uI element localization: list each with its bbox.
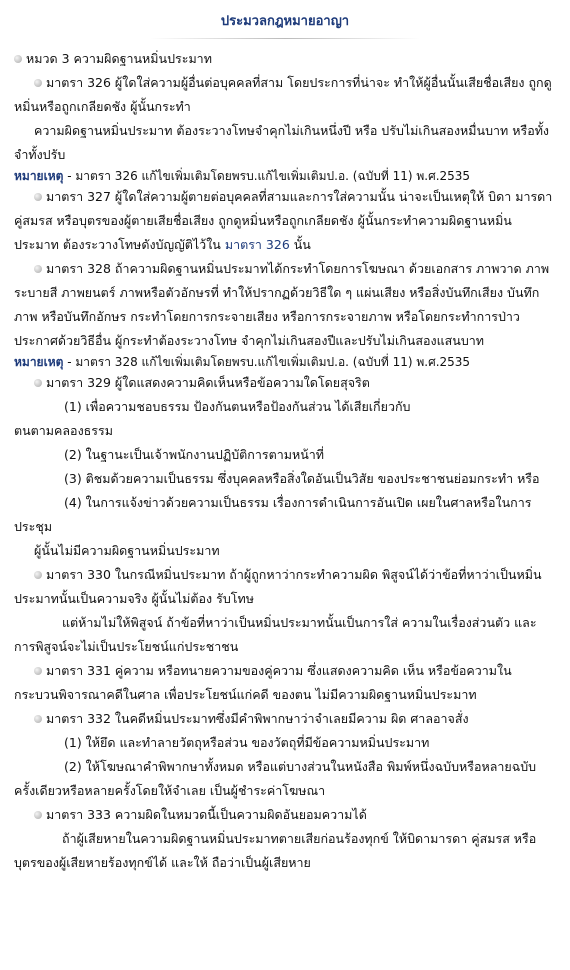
law-content xyxy=(0,39,570,875)
section-329-item-1-cont: ตนตามคลองธรรม xyxy=(14,423,113,438)
note-label: หมายเหตุ xyxy=(14,355,64,369)
section-329-item-4: (4) ในการแจ้งข่าวด้วยความเป็นธรรม เรื่องการดำเนินการอันเปิด เผยในศาลหรือในการ xyxy=(64,495,532,510)
section-330-proviso: แต่ห้ามไม่ให้พิสูจน์ ถ้าข้อที่หาว่าเป็นหมิ่นประมาทนั้นเป็นการใส่ ความในเรื่องส่วนตัว และการพิสูจน์จะไม่เป็นประโยชน์แก่ประชาชน xyxy=(14,615,537,654)
section-330-text: มาตรา 330 ในกรณีหมิ่นประมาท ถ้าผู้ถูกหาว่ากระทำความผิด พิสูจน์ได้ว่าข้อที่หาว่าเป็นหมิ่น ประมาทนั้นเป็นความจริง ผู้นั้นไม่ต้อง รับโทษ xyxy=(14,567,542,606)
section-326 xyxy=(14,71,556,119)
section-332-item-2: (2) ให้โฆษณาคำพิพากษาทั้งหมด หรือแต่บางส่วนในหนังสือ พิมพ์หนึ่งฉบับหรือหลายฉบับ ครั้งเดียวหรือหลายครั้งโดยให้จำเลย เป็นผู้ชำระค่าโฆษณา xyxy=(14,759,537,798)
grey-bullet-icon xyxy=(34,79,42,87)
grey-bullet-icon xyxy=(34,811,42,819)
note-328 xyxy=(14,353,556,371)
section-331 xyxy=(14,659,556,707)
section-328 xyxy=(14,257,556,353)
section-326-penalty: ความผิดฐานหมิ่นประมาท ต้องระวางโทษจำคุกไม่เกินหนึ่งปี หรือ ปรับไม่เกินสองหมื่นบาท หรือทั้งจำทั้งปรับ xyxy=(14,123,550,162)
section-329-item-1: (1) เพื่อความชอบธรรม ป้องกันตนหรือป้องกันส่วน ได้เสียเกี่ยวกับ xyxy=(64,399,411,414)
section-333 xyxy=(14,803,556,827)
grey-bullet-icon xyxy=(34,379,42,387)
section-333-intro: มาตรา 333 ความผิดในหมวดนี้เป็นความผิดอันยอมความได้ xyxy=(46,807,367,822)
section-330 xyxy=(14,563,556,611)
section-329-intro: มาตรา 329 ผู้ใดแสดงความคิดเห็นหรือข้อความใดโดยสุจริต xyxy=(46,375,370,390)
section-332-intro: มาตรา 332 ในคดีหมิ่นประมาทซึ่งมีคำพิพากษาว่าจำเลยมีความ ผิด ศาลอาจสั่ง xyxy=(46,711,469,726)
grey-bullet-icon xyxy=(34,571,42,579)
grey-bullet-icon xyxy=(34,193,42,201)
section-331-text: มาตรา 331 คู่ความ หรือทนายความของคู่ความ ซึ่งแสดงความคิด เห็น หรือข้อความในกระบวนพิจารณาคดีในศาล เพื่อประโยชน์แก่คดี ของตน ไม่มีความผิดฐานหมิ่นประมาท xyxy=(14,663,512,702)
note-label: หมายเหตุ xyxy=(14,169,64,183)
grey-bullet-icon xyxy=(34,715,42,723)
grey-bullet-icon xyxy=(34,265,42,273)
chapter-text: หมวด 3 ความผิดฐานหมิ่นประมาท xyxy=(26,51,212,66)
section-327 xyxy=(14,185,556,257)
note-text: - มาตรา 326 แก้ไขเพิ่มเติมโดยพรบ.แก้ไขเพิ่มเติมป.อ. (ฉบับที่ 11) พ.ศ.2535 xyxy=(63,169,471,183)
section-329-conclusion: ผู้นั้นไม่มีความผิดฐานหมิ่นประมาท xyxy=(34,543,220,558)
section-332 xyxy=(14,707,556,731)
grey-bullet-icon xyxy=(14,55,22,63)
section-327-end: นั้น xyxy=(289,237,311,252)
section-329-item-4-cont: ประชุม xyxy=(14,519,53,534)
section-329-item-3: (3) ติชมด้วยความเป็นธรรม ซึ่งบุคคลหรือสิ่งใดอันเป็นวิสัย ของประชาชนย่อมกระทำ หรือ xyxy=(64,471,540,486)
section-326-text: มาตรา 326 ผู้ใดใส่ความผู้อื่นต่อบุคคลที่สาม โดยประการที่น่าจะ ทำให้ผู้อื่นนั้นเสียชื่อเสียง ถูกดู หมิ่นหรือถูกเกลียดชัง ผู้นั้นกระทำ xyxy=(14,75,552,114)
section-328-text: มาตรา 328 ถ้าความผิดฐานหมิ่นประมาทได้กระทำโดยการโฆษณา ด้วยเอกสาร ภาพวาด ภาพระบายสี ภาพยนตร์ ภาพหรือตัวอักษรที่ ทำให้ปรากฏด้วยวิธีใด ๆ แผ่นเสียง หรือสิ่งบันทึกเสียง บันทึกภาพ หรือบันทึกอักษร กระทำโดยการกระจายเสียง หรือการกระจายภาพ หรือโดยกระทำการป่าว ประกาศด้วยวิธีอื่น ผู้กระทำต้องระวางโทษ จำคุกไม่เกินสองปีและปรับไม่เกินสองแสนบาท xyxy=(14,261,550,348)
note-326 xyxy=(14,167,556,185)
section-327-text: มาตรา 327 ผู้ใดใส่ความผู้ตายต่อบุคคลที่สามและการใส่ความนั้น น่าจะเป็นเหตุให้ บิดา มารดา คู่สมรส หรือบุตรของผู้ตายเสียชื่อเสียง ถูกดูหมิ่นหรือถูกเกลียดชัง ผู้นั้นกระทำความผิดฐานหมิ่น ประมาท ต้องระวางโทษดังบัญญัติไว้ใน xyxy=(14,189,553,252)
page-title: ประมวลกฎหมายอาญา xyxy=(220,14,350,29)
section-332-item-1: (1) ให้ยึด และทำลายวัตถุหรือส่วน ของวัตถุที่มีข้อความหมิ่นประมาท xyxy=(64,735,430,750)
note-text: - มาตรา 328 แก้ไขเพิ่มเติมโดยพรบ.แก้ไขเพิ่มเติมป.อ. (ฉบับที่ 11) พ.ศ.2535 xyxy=(63,355,471,369)
section-329-item-2: (2) ในฐานะเป็นเจ้าพนักงานปฏิบัติการตามหน้าที่ xyxy=(64,447,324,462)
chapter-heading xyxy=(14,47,556,71)
section-326-link[interactable]: มาตรา 326 xyxy=(224,237,290,252)
grey-bullet-icon xyxy=(34,667,42,675)
section-333-text: ถ้าผู้เสียหายในความผิดฐานหมิ่นประมาทตายเสียก่อนร้องทุกข์ ให้บิดามารดา คู่สมรส หรือบุตรของผู้เสียหายร้องทุกข์ได้ และให้ ถือว่าเป็นผู้เสียหาย xyxy=(14,831,537,870)
section-329 xyxy=(14,371,556,395)
